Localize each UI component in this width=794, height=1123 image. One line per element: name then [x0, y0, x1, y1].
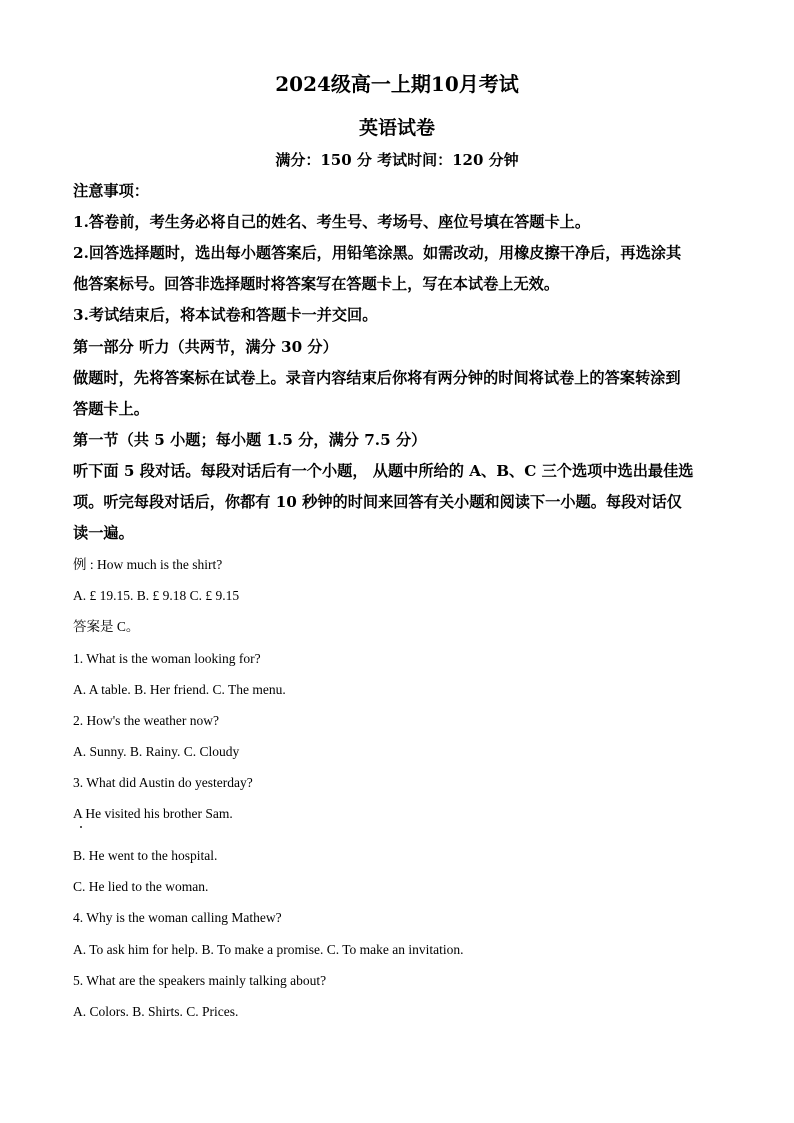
exam-title: 2024级高一上期10月考试: [275, 72, 519, 96]
question-5: 5. What are the speakers mainly talking about?: [73, 973, 327, 988]
part1-intro-line-2: 答题卡上。: [73, 400, 149, 418]
question-4: 4. Why is the woman calling Mathew?: [73, 910, 282, 925]
exam-subtitle: 英语试卷: [358, 117, 435, 139]
section1-instructions-line-2: 项。听完每段对话后，你都有 10 秒钟的时间来回答有关小题和阅读下一小题。每段对话仅: [73, 493, 682, 511]
section1-heading: 第一节（共 5 小题；每小题 1.5 分，满分 7.5 分）: [73, 431, 427, 449]
question-2: 2. How's the weather now?: [73, 713, 220, 728]
score-time-info: 满分：150 分 考试时间：120 分钟: [275, 151, 519, 169]
example-options: A. £ 19.15. B. £ 9.18 C. £ 9.15: [73, 588, 240, 603]
question-4-options: A. To ask him for help. B. To make a promise. C. To make an invitation.: [73, 942, 464, 957]
question-1: 1. What is the woman looking for?: [73, 651, 261, 666]
notes-heading: 注意事项：: [73, 182, 149, 200]
note-item-2-line-2: 他答案标号。回答非选择题时将答案写在答题卡上，写在本试卷上无效。: [73, 275, 559, 293]
question-2-options: A. Sunny. B. Rainy. C. Cloudy: [73, 744, 240, 759]
part1-heading: 第一部分 听力（共两节，满分 30 分）: [73, 338, 338, 356]
question-3: 3. What did Austin do yesterday?: [73, 775, 253, 790]
note-item-1: 1.答卷前，考生务必将自己的姓名、考生号、考场号、座位号填在答题卡上。: [73, 213, 591, 231]
question-1-options: A. A table. B. Her friend. C. The menu.: [73, 682, 286, 697]
section1-instructions-line-1: 听下面 5 段对话。每段对话后有一个小题， 从题中所给的 A、B、C 三个选项中选出最佳选: [73, 462, 694, 480]
stray-dot: [80, 826, 82, 828]
note-item-3: 3.考试结束后，将本试卷和答题卡一并交回。: [73, 306, 378, 324]
part1-intro-line-1: 做题时，先将答案标在试卷上。录音内容结束后你将有两分钟的时间将试卷上的答案转涂到: [73, 369, 681, 387]
question-3-option-a: A He visited his brother Sam.: [73, 806, 233, 821]
example-answer: 答案是 C。: [73, 619, 140, 634]
example-question: 例 : How much is the shirt?: [73, 557, 223, 572]
section1-instructions-line-3: 读一遍。: [73, 524, 134, 542]
question-3-option-c: C. He lied to the woman.: [73, 879, 209, 894]
question-5-options: A. Colors. B. Shirts. C. Prices.: [73, 1004, 239, 1019]
question-3-option-b: B. He went to the hospital.: [73, 848, 218, 863]
note-item-2-line-1: 2.回答选择题时，选出每小题答案后，用铅笔涂黑。如需改动，用橡皮擦干净后，再选涂其: [73, 244, 682, 262]
